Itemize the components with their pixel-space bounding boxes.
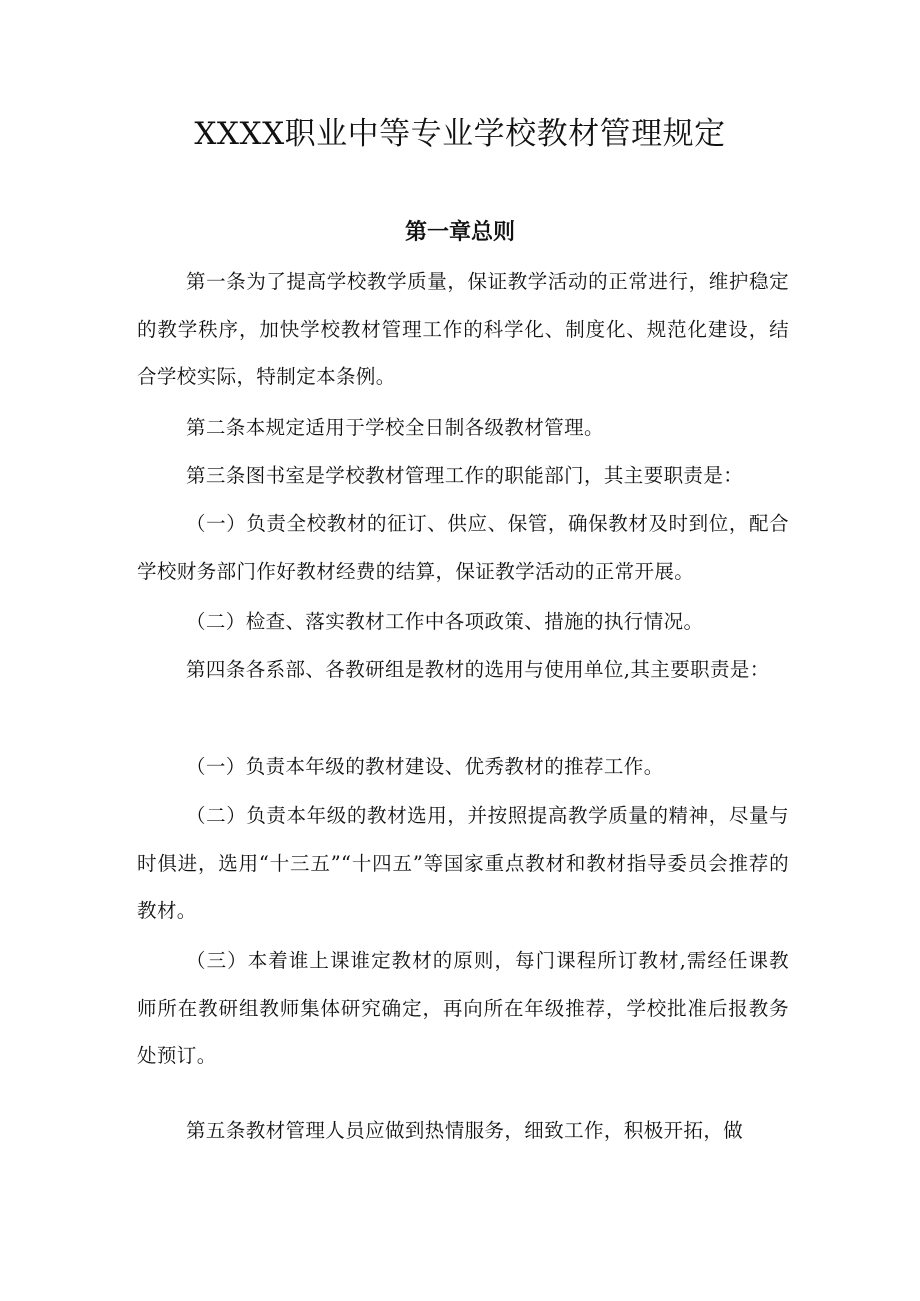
article-4-item-1: （一）负责本年级的教材建设、优秀教材的推荐工作。: [186, 755, 664, 778]
article-4-paragraph: 第四条各系部、各教研组是教材的选用与使用单位,其主要职责是：: [186, 658, 770, 681]
article-1-paragraph: 第一条为了提高学校教学质量，保证教学活动的正常进行，维护稳定的教学秩序，加快学校教材管理工作的科学化、制度化、规范化建设，结合学校实际，特制定本条例。: [137, 270, 789, 388]
article-5-paragraph: 第五条教材管理人员应做到热情服务，细致工作，积极开拓，做: [186, 1119, 744, 1142]
article-3-item-2: （二）检查、落实教材工作中各项政策、措施的执行情况。: [186, 610, 704, 633]
article-3-paragraph: 第三条图书室是学校教材管理工作的职能部门，其主要职责是：: [186, 464, 744, 487]
chapter-heading: 第一章总则: [404, 220, 515, 245]
article-4-item-2: （二）负责本年级的教材选用，并按照提高教学质量的精神，尽量与时俱进，选用“十三五”“十四五”等国家重点教材和教材指导委员会推荐的教材。: [137, 804, 789, 922]
article-4-item-3: （三）本着谁上课谁定教材的原则，每门课程所订教材,需经任课教师所在教研组教师集体研究确定，再向所在年级推荐，学校批准后报教务处预订。: [137, 949, 789, 1067]
article-3-item-1: （一）负责全校教材的征订、供应、保管，确保教材及时到位，配合学校财务部门作好教材经费的结算，保证教学活动的正常开展。: [137, 512, 789, 583]
article-2-paragraph: 第二条本规定适用于学校全日制各级教材管理。: [186, 416, 604, 439]
document-title: XXXX职业中等专业学校教材管理规定: [194, 116, 726, 152]
